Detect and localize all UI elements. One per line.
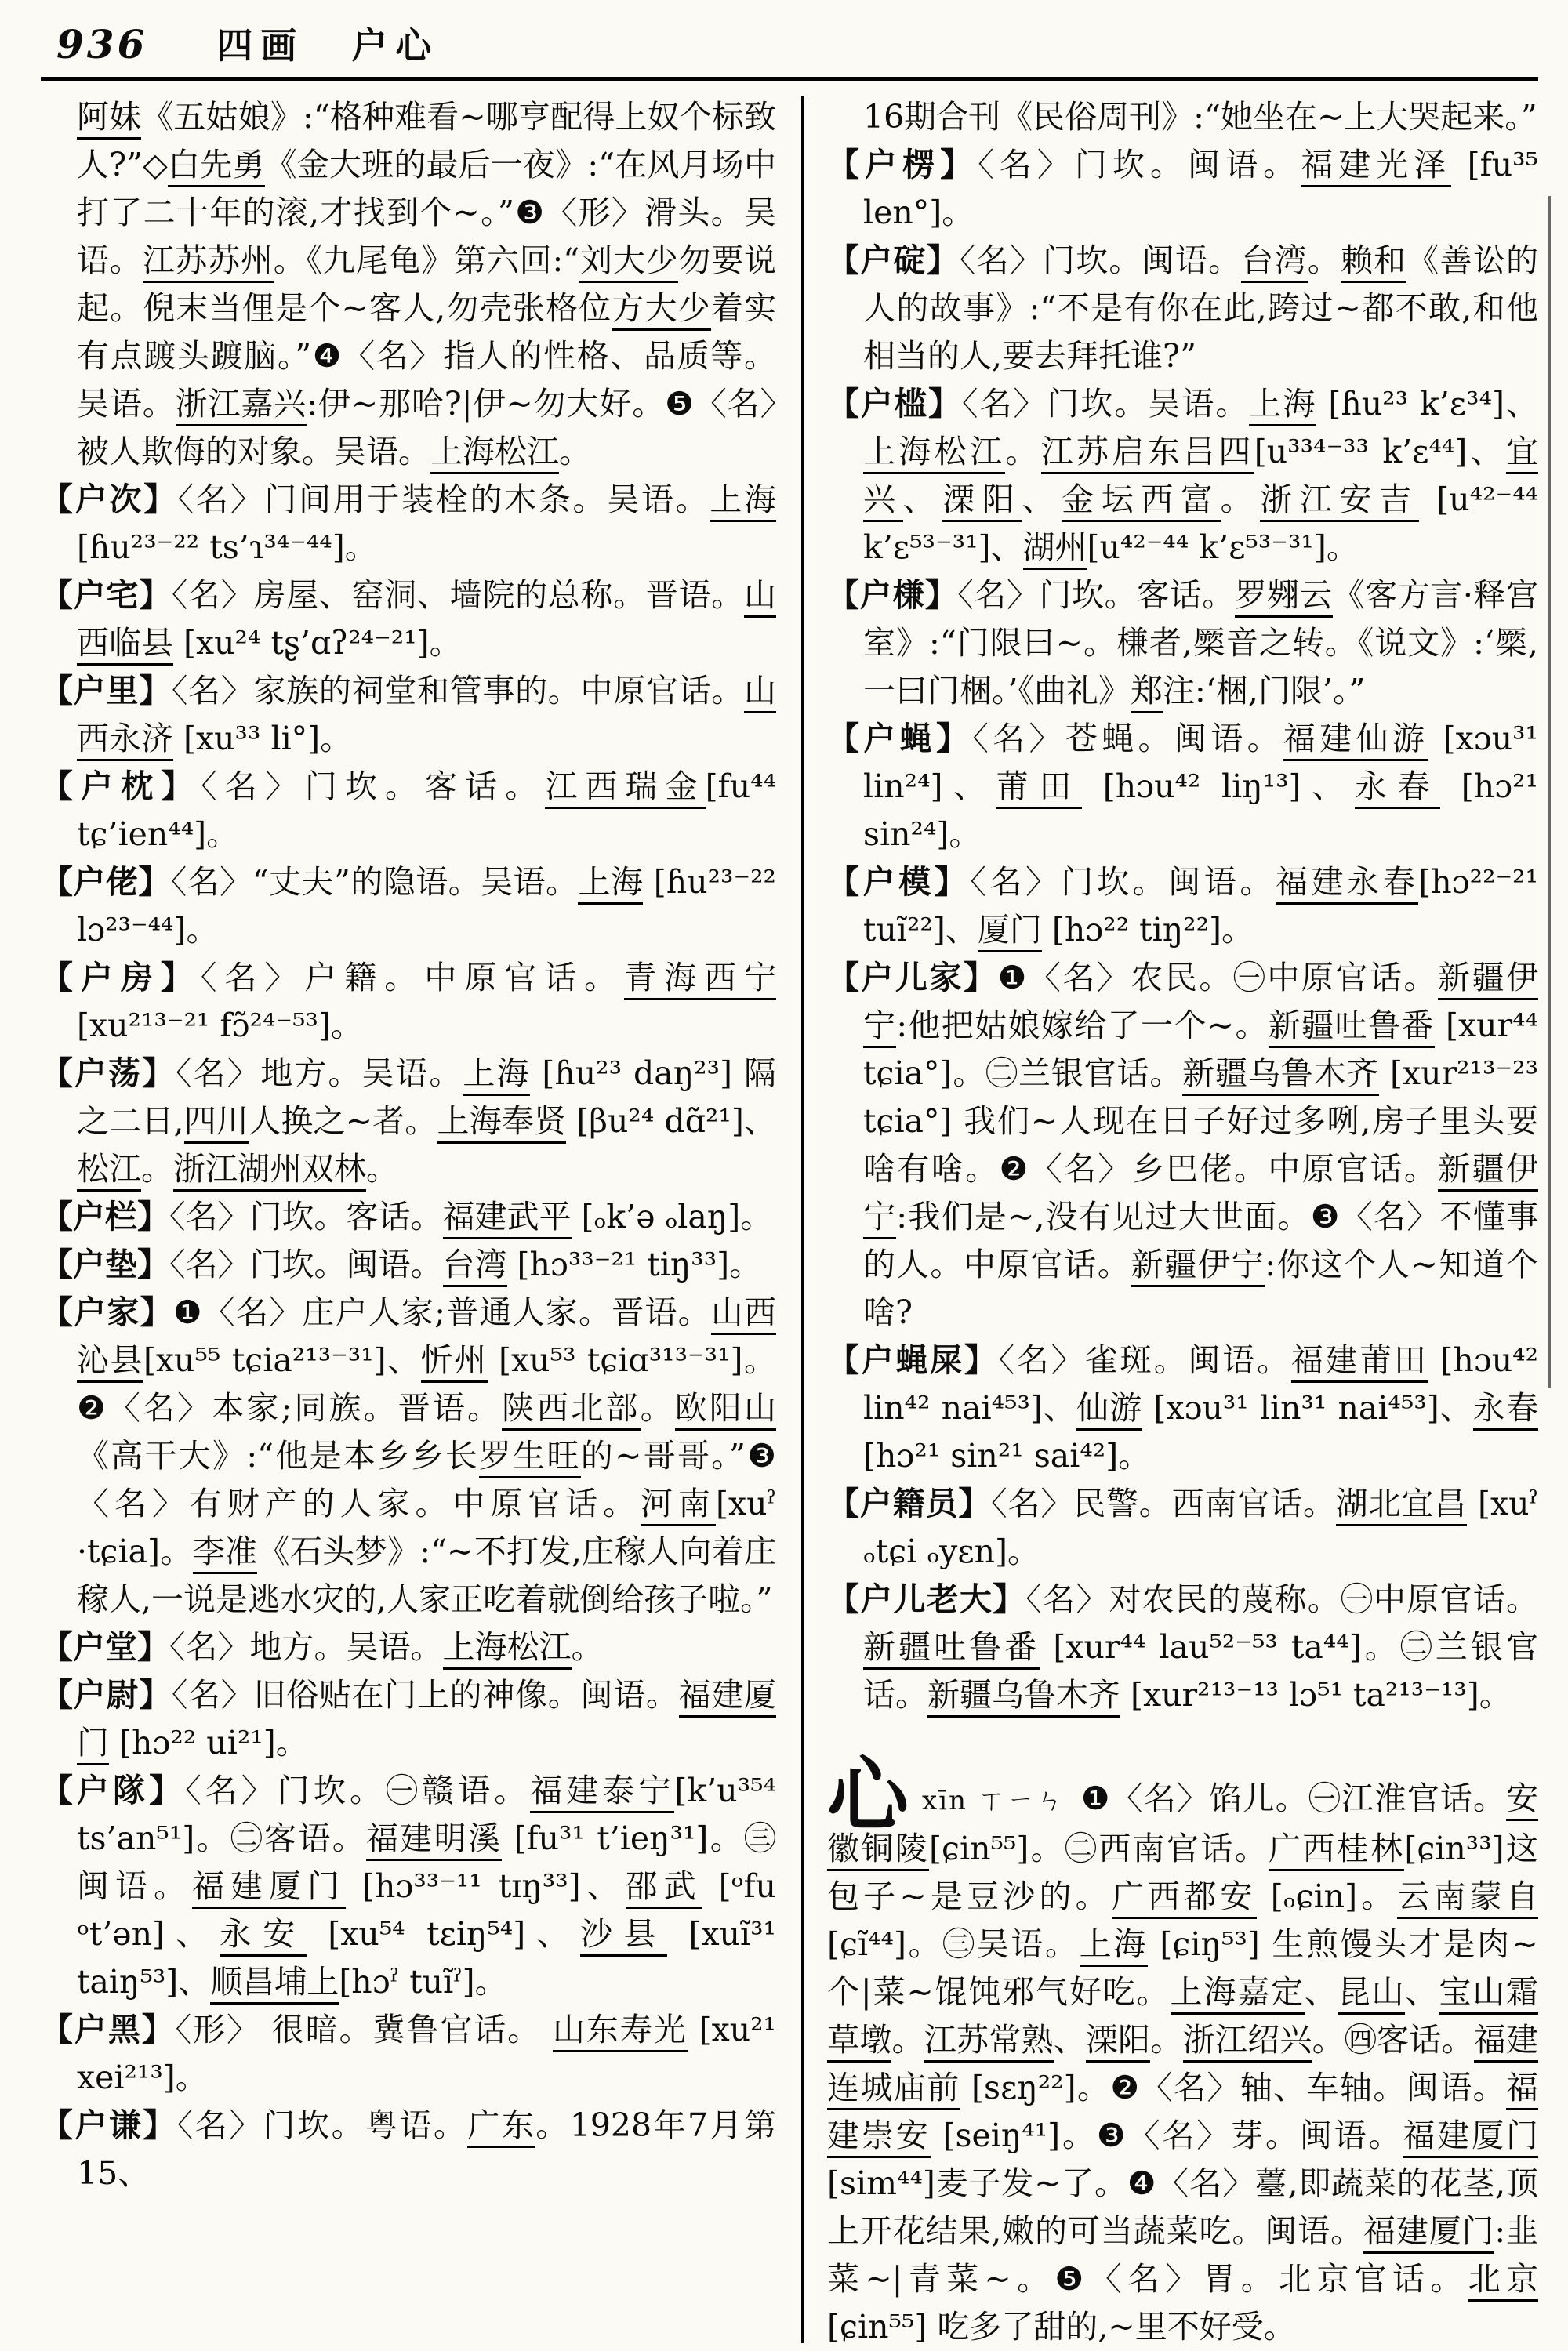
proper-noun: 广西都安 — [1112, 1878, 1257, 1919]
proper-noun: 昆山 — [1338, 1973, 1406, 2015]
entry-text: [ɦu²³⁻²² lɔ²³⁻⁴⁴]。 — [77, 863, 776, 949]
entry-headword: 【户儿家】 — [827, 959, 998, 996]
entry-text: 、 — [1405, 1973, 1439, 2011]
proper-noun: 广西桂林 — [1269, 1830, 1404, 1871]
dictionary-entry — [827, 141, 1538, 237]
entry-text: [ᵒfu ᵒt’ən]、 — [77, 1867, 777, 1953]
dictionary-entry — [41, 954, 776, 1050]
proper-noun: 永春 — [1473, 1389, 1538, 1431]
entry-text: [ɕin⁵⁵]。㊁西南官话。 — [929, 1830, 1269, 1867]
proper-noun: 福建连城庙前 — [827, 2021, 1538, 2110]
dictionary-entry — [827, 1480, 1538, 1576]
proper-noun: 浙江绍兴 — [1183, 2021, 1312, 2063]
entry-text: [xuĩ³¹ taiŋ⁵³]、 — [77, 1915, 776, 2001]
entry-text: ❶〈名〉馅儿。㊀江淮官话。 — [1080, 1780, 1506, 1817]
proper-noun: 邵武 — [626, 1867, 702, 1909]
entry-text: 、 — [902, 481, 943, 518]
proper-noun: 宜兴 — [863, 433, 1538, 522]
entry-text: [xu²¹³⁻²¹ fɔ̃²⁴⁻⁵³]。 — [77, 1007, 363, 1044]
entry-text: 〈名〉门间用于装栓的木条。吴语。 — [177, 481, 710, 518]
entry-text: [xu⁵⁵ tɕia²¹³⁻³¹]、 — [143, 1341, 421, 1379]
entry-text: 〈名〉门坎。客话。 — [201, 767, 546, 805]
entry-text: 〈名〉门坎。客话。 — [169, 1198, 443, 1235]
proper-noun: 溧阳 — [1086, 2021, 1150, 2063]
dictionary-entry — [41, 1193, 776, 1241]
entry-text: 。 — [1150, 2021, 1183, 2059]
entry-headword: 【户佬】 — [41, 863, 171, 901]
proper-noun: 四川 — [184, 1102, 249, 1144]
entry-text: 〈名〉旧俗贴在门上的神像。闽语。 — [171, 1676, 679, 1714]
entry-text: 〈名〉户籍。中原官话。 — [200, 959, 625, 996]
entry-text: [xur⁴⁴ tɕia°]。㊁兰银官话。 — [863, 1007, 1539, 1092]
dictionary-entry — [41, 1671, 776, 1767]
entry-text: [ɕin³³]这包子~是豆沙的。 — [827, 1830, 1539, 1915]
proper-noun: 江西瑞金 — [545, 767, 705, 809]
entry-text: 〈名〉门坎。吴语。 — [961, 385, 1250, 423]
proper-noun: 福建光泽 — [1301, 146, 1451, 187]
entry-text: 〈名〉门坎。㊀赣语。 — [185, 1772, 531, 1809]
entry-text: 〈名〉门坎。闽语。 — [959, 241, 1242, 279]
entry-text: [fu³¹ t’ieŋ³¹]。㊂闽语。 — [77, 1819, 776, 1905]
dictionary-entry — [41, 476, 776, 571]
entry-headword: 【户尉】 — [41, 1676, 172, 1714]
entry-text: 〈名〉房屋、窑洞、墙院的总称。晋语。 — [171, 576, 745, 614]
proper-noun: 上海 — [1249, 385, 1316, 426]
dictionary-entry — [41, 858, 776, 954]
proper-noun: 上海 — [463, 1054, 530, 1096]
entry-text: :他把姑娘嫁给了一个~。 — [896, 1007, 1269, 1044]
continuation-paragraph — [827, 93, 1538, 141]
section-characters: 户心 — [351, 24, 440, 67]
proper-noun: 江苏启东吕四 — [1041, 433, 1254, 474]
entry-text: 的~哥哥。”❸〈名〉有财产的人家。中原官话。 — [77, 1437, 776, 1522]
entry-headword: 【户籍员】 — [827, 1485, 992, 1522]
entry-text: 〈名〉门坎。客话。 — [957, 576, 1235, 614]
entry-text: 〈名〉雀斑。闽语。 — [998, 1341, 1291, 1379]
entry-text: 《五姑娘》:“格种难看~哪亨配得上奴个标致人?”◇ — [77, 98, 776, 183]
proper-noun: 上海松江 — [863, 433, 1005, 474]
entry-text: 〈形〉 很暗。冀鲁官话。 — [175, 2011, 554, 2048]
entry-text: [xur²¹³⁻²³ tɕia°] 我们~人现在日子好过多咧,房子里头要啥有啥。❷〈名〉乡巴佬。中原官话。 — [863, 1054, 1538, 1188]
entry-text: 。 — [640, 1389, 675, 1427]
page-edge-line — [1548, 196, 1551, 1388]
entry-text: 〈名〉地方。吴语。 — [175, 1054, 463, 1092]
entry-headword: 【户垫】 — [41, 1246, 169, 1283]
entry-text: 。 — [1005, 433, 1041, 470]
proper-noun: 金坛西富 — [1062, 481, 1220, 522]
proper-noun: 新疆伊宁 — [863, 1150, 1538, 1239]
proper-noun: 云南蒙自 — [1397, 1878, 1538, 1919]
proper-noun: 新疆伊宁 — [1131, 1246, 1265, 1287]
entry-text: [hɔ²² tiŋ²²]。 — [1041, 911, 1254, 949]
proper-noun: 福建武平 — [443, 1198, 572, 1239]
proper-noun: 河南 — [641, 1485, 716, 1526]
proper-noun: 福建厦门 — [1363, 2212, 1494, 2254]
entry-text: [hɔˀ tuĩˀ]。 — [339, 1963, 507, 2001]
entry-text: [ɕĩ⁴⁴]。㊂吴语。 — [827, 1925, 1080, 1963]
entry-text: [xu⁵⁴ tɛiŋ⁵⁴]、 — [306, 1915, 581, 1953]
continuation-paragraph — [41, 93, 776, 476]
proper-noun: 永安 — [220, 1915, 307, 1957]
proper-noun: 上海 — [1080, 1925, 1148, 1967]
entry-text: :你这个人~知道个啥? — [863, 1246, 1538, 1331]
proper-noun: 罗生旺 — [479, 1437, 581, 1478]
proper-noun: 松江 — [77, 1150, 141, 1192]
entry-text: [βu²⁴ dɑ̃²¹]、 — [566, 1102, 777, 1140]
proper-noun: 湖州 — [1023, 528, 1087, 570]
proper-noun: 上海松江 — [443, 1628, 572, 1670]
proper-noun: 陕西北部 — [502, 1389, 640, 1431]
stroke-count-section: 四画 — [216, 24, 305, 67]
entry-text: [ɦu²³ k’ɛ³⁴]、 — [1316, 385, 1539, 423]
entry-text: [ɕiŋ⁵³] 生煎馒头才是肉~个|菜~馄饨邪气好吃。 — [827, 1925, 1539, 2011]
proper-noun: 白先勇 — [168, 146, 265, 187]
proper-noun: 莆田 — [996, 767, 1082, 809]
column-divider — [801, 96, 804, 2343]
dictionary-entry — [827, 571, 1538, 715]
proper-noun: 福建仙游 — [1283, 720, 1428, 761]
proper-noun: 上海奉贤 — [437, 1102, 566, 1144]
entry-text: [ₒɕin]。 — [1256, 1878, 1398, 1915]
entry-headword: 【户枕】 — [41, 767, 201, 805]
proper-noun: 浙江安吉 — [1260, 481, 1418, 522]
proper-noun: 忻州 — [421, 1341, 488, 1383]
entry-text: 〈名〉家族的祠堂和管事的。中原官话。 — [171, 672, 745, 709]
proper-noun: 福建厦门 — [192, 1867, 346, 1909]
entry-text: [hɔ³³⁻¹¹ tɪŋ³³]、 — [345, 1867, 626, 1905]
entry-headword: 【户里】 — [41, 672, 172, 709]
entry-text: [xu³³ li°]。 — [173, 720, 353, 757]
dictionary-entry — [827, 1337, 1538, 1480]
entry-text: [u⁴²⁻⁴⁴ k’ɛ⁵³⁻³¹]。 — [1087, 528, 1359, 566]
proper-noun: 宝山霜草墩 — [827, 1973, 1538, 2063]
entry-headword: 【户碇】 — [827, 241, 960, 279]
proper-noun: 湖北宜昌 — [1336, 1485, 1467, 1526]
entry-text: 着实有点踱头踱脑。”❹〈名〉指人的性格、品质等。吴语。 — [77, 289, 776, 423]
proper-noun: 新疆吐鲁番 — [863, 1628, 1040, 1670]
proper-noun: 山西沁县 — [77, 1293, 776, 1383]
dictionary-entry — [41, 1624, 776, 1671]
entry-text: 、 — [1304, 1973, 1338, 2011]
entry-text: 《石头梦》:“~不打发,庄稼人向着庄稼人,一说是逃水灾的,人家正吃着就倒给孩子啦。” — [77, 1533, 776, 1618]
proper-noun: 江苏苏州 — [143, 241, 274, 283]
proper-noun: 新疆吐鲁番 — [1269, 1007, 1435, 1048]
dictionary-entry — [827, 954, 1538, 1337]
entry-text: 〈名〉苍蝇。闽语。 — [972, 720, 1283, 757]
entry-text: [hɔ³³⁻²¹ tiŋ³³]。 — [506, 1246, 762, 1283]
entry-headword: 【户隊】 — [41, 1772, 186, 1809]
proper-noun: 永春 — [1355, 767, 1440, 809]
radical-entry — [827, 1747, 1539, 2351]
proper-noun: 赖和 — [1341, 241, 1406, 283]
entry-headword: 【户槏】 — [827, 576, 958, 614]
entry-headword: 【户模】 — [827, 863, 971, 901]
entry-text: :伊~那哈?|伊~勿大好。❺〈名〉被人欺侮的对象。吴语。 — [77, 385, 776, 470]
entry-text: 、 — [1053, 2021, 1086, 2059]
entry-text: 勿要说起。倪末当俚是个~客人,勿壳张格位 — [77, 241, 777, 327]
entry-text: [u⁴²⁻⁴⁴ k’ɛ⁵³⁻³¹]、 — [863, 481, 1539, 566]
entry-text: [xur⁴⁴ lau⁵²⁻⁵³ ta⁴⁴]。㊁兰银官话。 — [863, 1628, 1538, 1714]
proper-noun: 沙县 — [580, 1915, 667, 1957]
proper-noun: 北京 — [1468, 2260, 1538, 2302]
proper-noun: 福建泰宁 — [530, 1772, 674, 1813]
entry-headword: 【户次】 — [41, 481, 178, 518]
entry-text: 〈名〉地方。吴语。 — [169, 1628, 443, 1666]
proper-noun: 福建莆田 — [1291, 1341, 1428, 1383]
proper-noun: 欧阳山 — [675, 1389, 776, 1431]
entry-text: [sim⁴⁴]麦子发~了。❹〈名〉薹,即蔬菜的花茎,顶上开花结果,嫩的可当蔬菜吃。闽语。 — [827, 2164, 1538, 2250]
entry-headword: 【户荡】 — [41, 1054, 176, 1092]
entry-headword: 【户黑】 — [41, 2011, 176, 2048]
entry-text: 《高干大》:“他是本乡乡长 — [77, 1437, 479, 1475]
dictionary-entry — [827, 380, 1538, 571]
proper-noun: 福建厦门 — [77, 1676, 776, 1765]
entry-text: 、 — [1022, 481, 1062, 518]
entry-text: [hɔ²¹ sin²¹ sai⁴²]。 — [863, 1437, 1151, 1475]
proper-noun: 上海 — [578, 863, 643, 905]
proper-noun: 福建崇安 — [827, 2069, 1538, 2158]
entry-text: 〈名〉“丈夫”的隐语。吴语。 — [170, 863, 579, 901]
entry-text: [hɔu⁴² liŋ¹³]、 — [1082, 767, 1355, 805]
entry-text: [u³³⁴⁻³³ k’ɛ⁴⁴]、 — [1254, 433, 1507, 470]
entry-text: ❶〈名〉庄户人家;普通人家。晋语。 — [172, 1293, 711, 1331]
entry-text: [xur²¹³⁻¹³ lɔ⁵¹ ta²¹³⁻¹³]。 — [1120, 1676, 1512, 1714]
entry-headword: 【户栏】 — [41, 1198, 169, 1235]
proper-noun: 安徽铜陵 — [827, 1780, 1538, 1871]
header-rule — [41, 77, 1538, 81]
dictionary-entry — [827, 237, 1538, 380]
proper-noun: 上海松江 — [430, 433, 559, 474]
entry-text: [fu⁴⁴ tɕ’ien⁴⁴]。 — [77, 767, 777, 853]
proper-noun: 上海 — [710, 481, 776, 522]
entry-text: 。 — [1220, 481, 1261, 518]
proper-noun: 山东寿光 — [553, 2011, 688, 2052]
entry-text: [xu²¹ xei²¹³]。 — [77, 2011, 776, 2096]
entry-text: 〈名〉门坎。粤语。 — [176, 2106, 468, 2144]
entry-text: 。 — [891, 2021, 924, 2059]
proper-noun: 山西临县 — [77, 576, 776, 666]
entry-text: 。 — [366, 1150, 398, 1188]
entry-text: [xɔu³¹ lin³¹ nai⁴⁵³]、 — [1142, 1389, 1473, 1427]
proper-noun: 罗翙云 — [1235, 576, 1333, 618]
entry-text: [xɔu³¹ lin²⁴]、 — [863, 720, 1538, 805]
right-column — [827, 93, 1538, 2351]
entry-text: :我们是~,没有见过大世面。❸〈名〉不懂事的人。中原官话。 — [863, 1198, 1538, 1283]
entry-text: :韭菜~|青菜~。❺〈名〉胃。北京官话。 — [827, 2212, 1538, 2298]
proper-noun: 新疆伊宁 — [863, 959, 1538, 1048]
proper-noun: 青海西宁 — [624, 959, 776, 1000]
entry-headword: 【户儿老大】 — [827, 1580, 1026, 1618]
proper-noun: 福建明溪 — [366, 1819, 502, 1861]
entry-text: [ɦu²³⁻²² ts’ɿ³⁴⁻⁴⁴]。 — [77, 528, 377, 566]
proper-noun: 厦门 — [978, 911, 1042, 952]
text-columns — [41, 93, 1538, 2351]
entry-text: 〈名〉门坎。闽语。 — [169, 1246, 443, 1283]
proper-noun: 仙游 — [1076, 1389, 1142, 1431]
radical-headword: 心 — [827, 1747, 910, 1843]
proper-noun: 浙江湖州双林 — [173, 1150, 366, 1192]
proper-noun: 方大少 — [612, 289, 711, 331]
entry-text: ❶〈名〉农民。㊀中原官话。 — [997, 959, 1438, 996]
entry-text: [k’u³⁵⁴ ts’an⁵¹]。㊁客语。 — [77, 1772, 777, 1857]
entry-text: [sɛŋ²²]。❷〈名〉轴、车轴。闽语。 — [960, 2069, 1507, 2106]
entry-headword: 【户宅】 — [41, 576, 172, 614]
entry-text: [ɕin⁵⁵] 吃多了甜的,~里不好受。 — [827, 2308, 1296, 2346]
entry-text: 注:‘梱,门限’。” — [1163, 672, 1366, 709]
entry-text: 〈名〉民警。西南官话。 — [991, 1485, 1336, 1522]
entry-headword: 【户楞】 — [827, 146, 978, 183]
entry-headword: 【户蝇屎】 — [827, 1341, 999, 1379]
entry-text: [seiŋ⁴¹]。❸〈名〉芽。闽语。 — [930, 2117, 1403, 2154]
entry-text: 《客方言·释宫室》:“门限曰~。槏者,橜音之转。《说文》:‘橜,一曰门梱。’《曲礼》 — [863, 576, 1538, 709]
entry-text: 。《九尾龟》第六回:“ — [273, 241, 580, 279]
proper-noun: 江苏常熟 — [924, 2021, 1054, 2063]
entry-text: [xuˀ ₒtɕi ₒyɛn]。 — [863, 1485, 1539, 1570]
entry-text: [hɔu⁴² lin⁴² nai⁴⁵³]、 — [863, 1341, 1539, 1427]
dictionary-entry — [41, 1241, 776, 1289]
proper-noun: 阿妹 — [77, 98, 141, 140]
proper-noun: 上海嘉定 — [1171, 1973, 1305, 2015]
dictionary-entry — [41, 2102, 776, 2197]
entry-text: [ɦu²³ daŋ²³] 隔之二日, — [77, 1054, 777, 1140]
entry-text: 〈名〉门坎。闽语。 — [978, 146, 1301, 183]
dictionary-entry — [827, 858, 1538, 954]
entry-headword: 【户堂】 — [41, 1628, 169, 1666]
left-column — [41, 93, 776, 2351]
proper-noun: 台湾 — [1241, 241, 1307, 283]
entry-text: 。1928年7月第15、 — [77, 2106, 776, 2192]
entry-headword: 【户蝇】 — [827, 720, 973, 757]
entry-text: [xu²⁴ tʂ’ɑʔ²⁴⁻²¹]。 — [173, 624, 462, 662]
entry-text: [hɔ²²⁻²¹ tuĩ²²]、 — [863, 863, 1539, 949]
entry-text: [hɔ²¹ sin²⁴]。 — [863, 767, 1539, 853]
entry-text: 。㊃客话。 — [1312, 2021, 1474, 2059]
dictionary-entry — [41, 1767, 776, 2006]
page-number: 936 — [56, 21, 148, 67]
dictionary-entry — [41, 667, 776, 763]
entry-text: 。 — [141, 1150, 173, 1188]
entry-headword: 【户家】 — [41, 1293, 173, 1331]
proper-noun: 福建永春 — [1276, 863, 1418, 905]
running-head — [41, 17, 1538, 67]
entry-text: [hɔ²² ui²¹]。 — [109, 1724, 308, 1761]
dictionary-entry — [41, 763, 776, 858]
proper-noun: 福建厦门 — [1403, 2117, 1538, 2158]
proper-noun: 浙江嘉兴 — [176, 385, 307, 426]
entry-headword: 【户房】 — [41, 959, 201, 996]
entry-text: [ₒk’ə ₒlaŋ]。 — [571, 1198, 773, 1235]
proper-noun: 顺昌埔上 — [210, 1963, 339, 2005]
dictionary-entry — [41, 2006, 776, 2102]
proper-noun: 刘大少 — [579, 241, 678, 283]
dictionary-entry — [41, 1050, 776, 1193]
entry-text: 16期合刊《民俗周刊》:“她坐在~上大哭起来。” — [863, 98, 1537, 136]
entry-text: 《善讼的人的故事》:“不是有你在此,跨过~都不敢,和他相当的人,要去拜托谁?” — [863, 241, 1539, 375]
entry-text: [xuˀ ·tɕia]。 — [77, 1485, 777, 1570]
entry-headword: 【户谦】 — [41, 2106, 177, 2144]
proper-noun: 广东 — [467, 2106, 535, 2148]
entry-headword: 【户槛】 — [827, 385, 962, 423]
proper-noun: 台湾 — [443, 1246, 507, 1287]
dictionary-entry — [41, 1289, 776, 1624]
dictionary-entry — [827, 1576, 1538, 1719]
proper-noun: 新疆乌鲁木齐 — [1182, 1054, 1379, 1096]
entry-text: 〈名〉门坎。闽语。 — [970, 863, 1276, 901]
entry-text: 。 — [559, 433, 591, 470]
proper-noun: 新疆乌鲁木齐 — [927, 1676, 1120, 1718]
radical-pronunciation: xīn ㄒㄧㄣ — [922, 1785, 1065, 1816]
proper-noun: 郑 — [1131, 672, 1163, 713]
proper-noun: 李准 — [193, 1533, 258, 1574]
proper-noun: 溧阳 — [942, 481, 1022, 522]
dictionary-entry — [41, 571, 776, 667]
entry-text: [xu⁵³ tɕiɑ³¹³⁻³¹]。❷〈名〉本家;同族。晋语。 — [77, 1341, 777, 1427]
entry-text: 。 — [571, 1628, 604, 1666]
dictionary-entry — [827, 715, 1538, 858]
proper-noun: 山西永济 — [77, 672, 776, 761]
entry-text: 。 — [1307, 241, 1341, 279]
entry-text: 人换之~者。 — [249, 1102, 437, 1140]
entry-text: 〈名〉对农民的蔑称。㊀中原官话。 — [1025, 1580, 1539, 1618]
entry-text: [fu³⁵ len°]。 — [863, 146, 1539, 231]
entry-text: 《金大班的最后一夜》:“在风月场中打了二十年的滚,才找到个~。”❸〈形〉滑头。吴语。 — [77, 146, 777, 279]
